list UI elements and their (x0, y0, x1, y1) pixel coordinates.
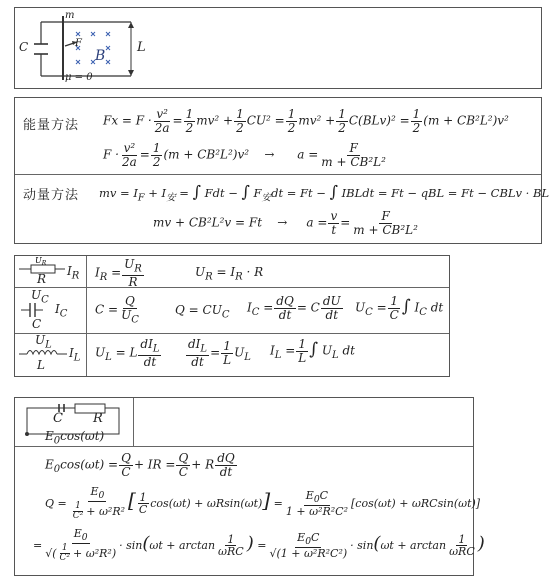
circuit-capacitor-label: C (53, 411, 63, 426)
rc-equation-1: $E_0\cos(\omega t)$ = $\frac{Q}{C}$ + IR = $\frac{Q}{C}$ + R $\frac{dQ}{dt}$ (45, 451, 235, 479)
capacitor-current-eq: $I_C$ = $\frac{dQ}{dt}$ = C $\frac{dU}{dt}$ (247, 294, 341, 322)
inductor-current-integral: $I_L$ = $\frac{1}{L}$ ∫ $U_L$ dt (270, 337, 355, 365)
mass-label: m (65, 10, 75, 21)
rc-equation-2: Q = $E_0$ $\frac{1}{\text{C²}}$ + ω²R² [ $\frac{1}{C}$ cos(ωt) + ωRsin(ωt)] = $\frac{E_0C}{\text{1 + ω²R²C²}}$ [cos(ωt) + ωRCsin(ωt)] (45, 485, 481, 522)
energy-method-label: 能量方法 (23, 118, 80, 133)
circuit-resistor-label: R (93, 411, 103, 426)
momentum-method-label: 动量方法 (23, 188, 80, 203)
inductor-row (15, 333, 449, 376)
rc-equation-3: = $E_0$ √( $\frac{1}{\text{C²}}$ + ω²R²) · sin(ωt + arctan $\frac{1}{\text{ωRC}}$ ) = $\frac{E_0C}{\text{√(1 + ω²R²C²)}}$ · sin(ωt + arctan $\frac{1}{\text{ωRC}}$ ) (33, 527, 485, 564)
capacitor-row (15, 287, 449, 333)
rc-circuit-side (133, 398, 134, 446)
capacitance-def: C = $\frac{Q}{U_C}$ (95, 294, 139, 325)
methods-panel (14, 97, 550, 244)
momentum-equation-2: mv + CB²L²v = Ft → a = $\frac{v}{t}$ = $\frac{F}{\text{m + CB²L²}}$ (153, 209, 418, 237)
capacitor-voltage-integral: $U_C$ = $\frac{1}{C}$ ∫ $I_C$ dt (355, 294, 444, 322)
field-label: B (95, 48, 106, 64)
length-label: L (137, 40, 146, 55)
methods-divider (15, 174, 541, 175)
resistor-current: $I_R$ (67, 264, 80, 282)
inductor-voltage-label: $U_L$ (35, 333, 52, 351)
ac-source-label: $E_0\cos(\omega t)$ (45, 429, 105, 447)
rc-circuit-panel (14, 397, 485, 576)
force-label: F (75, 38, 82, 49)
resistor-voltage: $U_R = I_R \cdot R$ (195, 265, 264, 283)
inductor-symbol: L (37, 358, 45, 372)
resistor-row (15, 256, 449, 287)
inductor-voltage-eq: $U_L = L$ $\frac{dI_L}{dt}$ (95, 337, 160, 369)
inductor-current: $I_L$ (69, 346, 81, 364)
rail-circuit-panel (14, 7, 542, 89)
friction-label: μ = 0 (65, 72, 93, 83)
capacitor-label: C (19, 40, 29, 54)
capacitor-symbol: C (32, 317, 42, 331)
charge-eq: $Q = CU_C$ (175, 303, 230, 321)
inductor-rate-eq: $\frac{dI_L}{dt}$ = $\frac{1}{L}$ $U_L$ (188, 337, 251, 369)
energy-equation-1: Fx = F · $\frac{\text{v²}}{2a}$ = $\frac{1}{2}$ mv² + $\frac{1}{2}$ CU² = $\frac{1}{2}$ mv² + $\frac{1}{2}$ C(BLv)² = $\frac{1}{2}$ (m + CB²L²)v² (103, 107, 509, 135)
capacitor-current: $I_C$ (55, 302, 68, 320)
svg-text:UR: $U_R$ (35, 256, 47, 267)
resistor-symbol: R (37, 272, 47, 286)
momentum-equation-1: mv = $I_F + I_安$ = ∫ Fdt − ∫ $F_安dt = Ft$ − ∫ IBLdt = Ft − qBL = Ft − CBLv · BL (99, 182, 550, 204)
energy-equation-2: F · $\frac{\text{v²}}{2a}$ = $\frac{1}{2}$ (m + CB²L²)v² → a = $\frac{F}{\text{m + CB²L²}}$ (103, 141, 386, 169)
component-relations-table (14, 255, 450, 377)
capacitor-voltage-label: $U_C$ (31, 288, 49, 306)
resistor-ohm-law: $I_R$ = $\frac{U_R}{R}$ (95, 257, 142, 289)
